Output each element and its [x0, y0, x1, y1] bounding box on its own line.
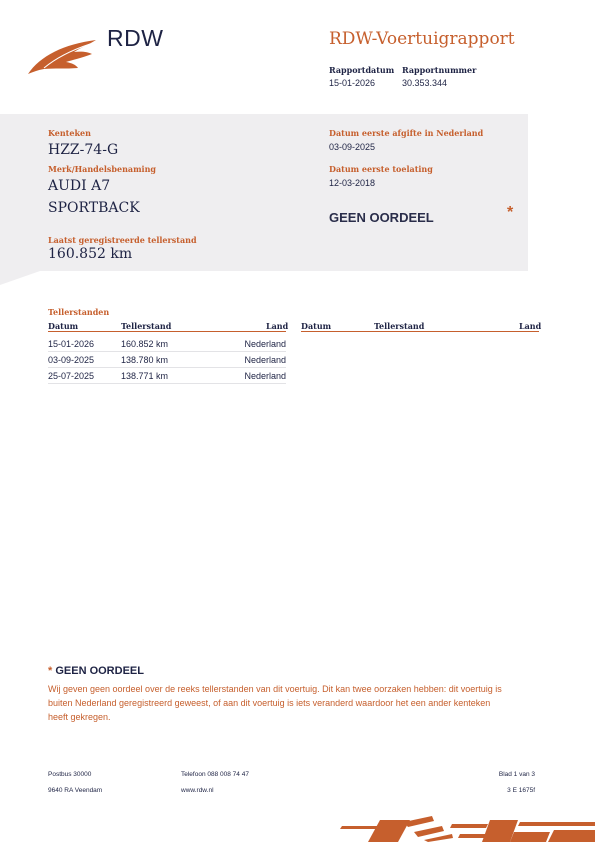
verdict-text: GEEN OORDEEL: [329, 210, 434, 225]
note-title: [48, 665, 144, 677]
odometer-label: Laatst geregistreerde tellerstand: [48, 235, 197, 245]
footer-address-2: 9640 RA Veendam: [48, 787, 103, 794]
row-country: Nederland: [244, 339, 286, 349]
note-text: Wij geven geen oordeel over de reeks tellerstanden van dit voertuig. Dit kan twee oorzaken hebben: dit voertuig is buiten Nederland geregistreerd geweest, of aan dit voertuig is iets veranderd waardoor het een ander kenteken heeft gekregen.: [48, 684, 502, 722]
row-reading: 138.771 km: [121, 371, 169, 381]
table-row: [48, 336, 286, 352]
rdw-logo-icon: [26, 38, 98, 76]
row-date: 25-07-2025: [48, 371, 95, 381]
verdict-asterisk: *: [507, 204, 514, 221]
footer-page-number: Blad 1 van 3: [498, 771, 535, 778]
row-country: Nederland: [244, 355, 286, 365]
readings-title: Tellerstanden: [48, 307, 110, 317]
plate-label: Kenteken: [48, 128, 91, 138]
report-date-label: Rapportdatum: [329, 65, 395, 75]
note-asterisk: *: [48, 665, 53, 677]
brand-value-line2: SPORTBACK: [48, 200, 140, 216]
report-title: RDW-Voertuigrapport: [329, 29, 515, 49]
report-number-label: Rapportnummer: [402, 65, 477, 75]
col-header-country-2: Land: [519, 321, 542, 331]
footer-website[interactable]: www.rdw.nl: [181, 787, 214, 794]
odometer-value: 160.852 km: [48, 246, 133, 262]
table-row: [48, 352, 286, 368]
first-nl-value: 03-09-2025: [329, 142, 376, 152]
row-country: Nederland: [244, 371, 286, 381]
footer-code: 3 E 1675f: [507, 787, 535, 794]
col-header-date-2: Datum: [301, 321, 332, 331]
footer-address-1: Postbus 30000: [48, 771, 92, 778]
plate-value: HZZ-74-G: [48, 142, 119, 158]
brand-label: Merk/Handelsbenaming: [48, 164, 157, 174]
col-header-reading: Tellerstand: [121, 321, 172, 331]
col-header-country: Land: [266, 321, 289, 331]
row-date: 15-01-2026: [48, 339, 95, 349]
note-title-text: GEEN OORDEEL: [55, 665, 144, 677]
footer-stripes-icon: [340, 812, 595, 842]
first-admission-label: Datum eerste toelating: [329, 164, 433, 174]
table-header-rule: [48, 331, 286, 332]
first-admission-value: 12-03-2018: [329, 178, 376, 188]
first-nl-label: Datum eerste afgifte in Nederland: [329, 128, 484, 138]
logo-text: RDW: [107, 25, 164, 51]
report-date-value: 15-01-2026: [329, 78, 376, 88]
panel-tail: [0, 271, 40, 285]
col-header-reading-2: Tellerstand: [374, 321, 425, 331]
row-reading: 138.780 km: [121, 355, 169, 365]
brand-value-line1: AUDI A7: [48, 178, 111, 194]
table-header-rule-2: [301, 331, 539, 332]
col-header-date: Datum: [48, 321, 79, 331]
row-reading: 160.852 km: [121, 339, 169, 349]
report-number-value: 30.353.344: [402, 78, 448, 88]
table-row: [48, 368, 286, 384]
footer-phone: Telefoon 088 008 74 47: [181, 771, 249, 778]
row-date: 03-09-2025: [48, 355, 95, 365]
